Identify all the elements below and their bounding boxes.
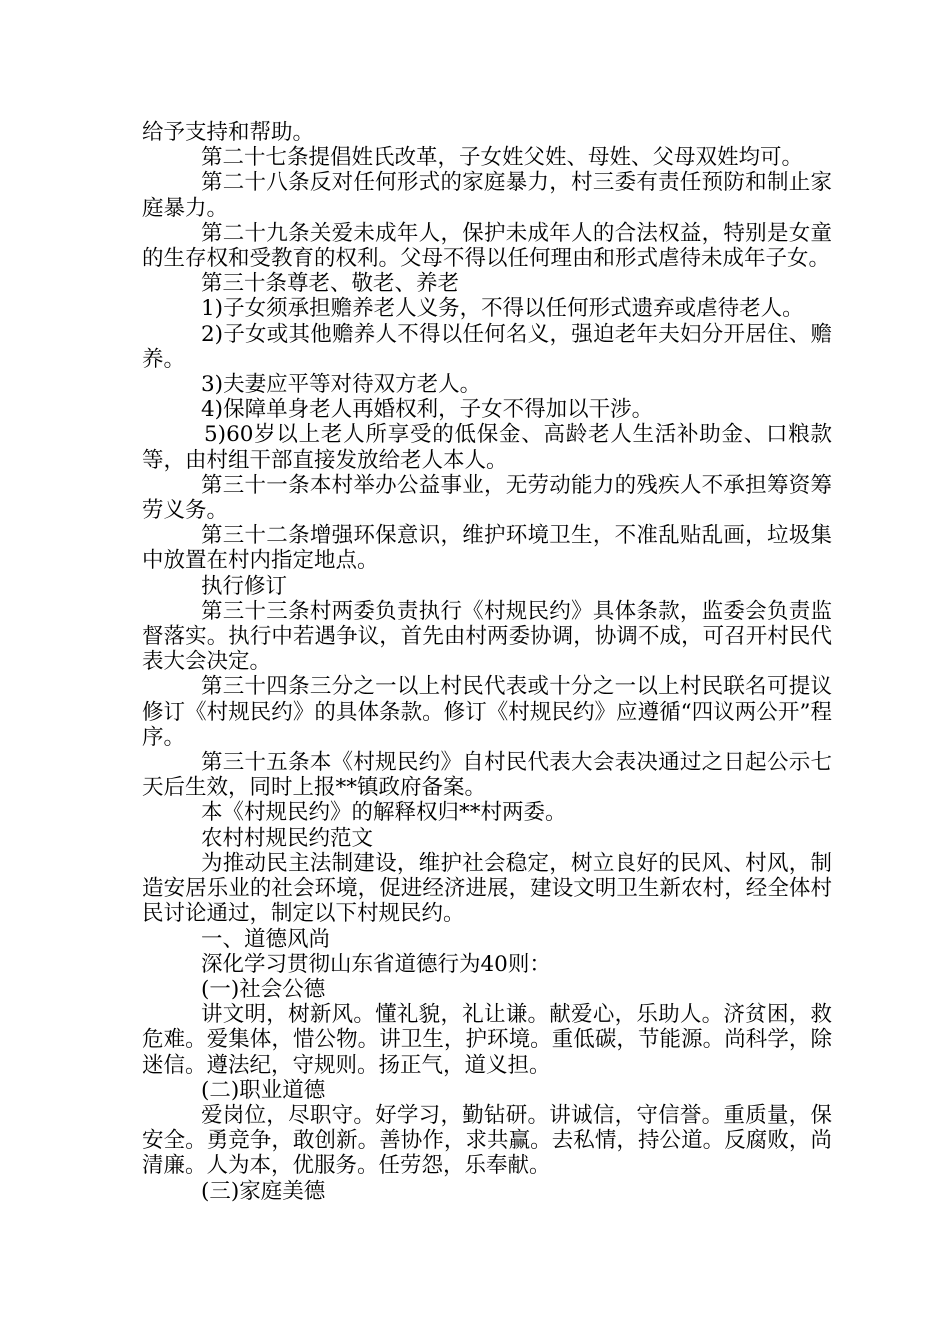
social-ethics-text: 讲文明，树新风。懂礼貌，礼让谦。献爱心，乐助人。济贫困，救危难。爱集体，惜公物。讲卫生，护环境。重低碳，节能源。尚科学，除迷信。遵法纪，守规则。扬正气，道义担。 [142,1002,832,1078]
preamble: 为推动民主法制建设，维护社会稳定，树立良好的民风、村风，制造安居乐业的社会环境，促进经济进展，建设文明卫生新农村，经全体村民讨论通过，制定以下村规民约。 [142,850,832,927]
section-heading-execution: 执行修订 [201,573,288,599]
article-33: 第三十三条村两委负责执行《村规民约》具体条款，监委会负责监督落实。执行中若遇争议，首先由村两委协调，协调不成，可召开村民代表大会决定。 [142,598,832,675]
document-page [142,120,832,1204]
article-30-item-1: 1)子女须承担赡养老人义务，不得以任何形式遗弃或虐待老人。 [201,296,804,322]
article-32: 第三十二条增强环保意识，维护环境卫生，不准乱贴乱画，垃圾集中放置在村内指定地点。 [142,523,832,574]
professional-ethics-text: 爱岗位，尽职守。好学习，勤钻研。讲诚信，守信誉。重质量，保安全。勇竞争，敢创新。善协作，求共赢。去私情，持公道。反腐败，尚清廉。人为本，优服务。任劳怨，乐奉献。 [142,1102,832,1179]
article-30-item-2: 2)子女或其他赡养人不得以任何名义，强迫老年夫妇分开居住、赡养。 [142,321,832,372]
article-34: 第三十四条三分之一以上村民代表或十分之一以上村民联名可提议修订《村规民约》的具体条款。修订《村规民约》应遵循“四议两公开”程序。 [142,674,832,750]
article-31: 第三十一条本村举办公益事业，无劳动能力的残疾人不承担筹资筹劳义务。 [142,472,832,524]
article-27: 第二十七条提倡姓氏改革，子女姓父姓、母姓、父母双姓均可。 [201,145,804,171]
sample-title: 农村村规民约范文 [201,825,374,851]
article-29: 第二十九条关爱未成年人，保护未成年人的合法权益，特别是女童的生存权和受教育的权利。父母不得以任何理由和形式虐待未成年子女。 [142,220,832,272]
article-28: 第二十八条反对任何形式的家庭暴力，村三委有责任预防和制止家庭暴力。 [142,170,832,221]
subsection-social-ethics: (一)社会公德 [201,976,326,1002]
subsection-professional-ethics: (二)职业道德 [201,1077,326,1103]
article-30-item-4: 4)保障单身老人再婚权利，子女不得加以干涉。 [201,397,654,423]
paragraph-continuation: 给予支持和帮助。 [142,120,315,145]
article-30-item-3: 3)夫妻应平等对待双方老人。 [201,372,482,398]
interpretation-clause: 本《村规民约》的解释权归**村两委。 [201,800,567,826]
section-heading-morality: 一、道德风尚 [201,926,331,952]
article-35: 第三十五条本《村规民约》自村民代表大会表决通过之日起公示七天后生效，同时上报**镇政府备案。 [142,750,832,801]
article-30-heading: 第三十条尊老、敬老、养老 [201,271,460,297]
article-30-item-5: 5)60岁以上老人所享受的低保金、高龄老人生活补助金、口粮款等，由村组干部直接发放给老人本人。 [142,422,832,473]
subsection-family-virtues: (三)家庭美德 [201,1178,326,1204]
morality-intro: 深化学习贯彻山东省道德行为40则： [201,951,551,977]
